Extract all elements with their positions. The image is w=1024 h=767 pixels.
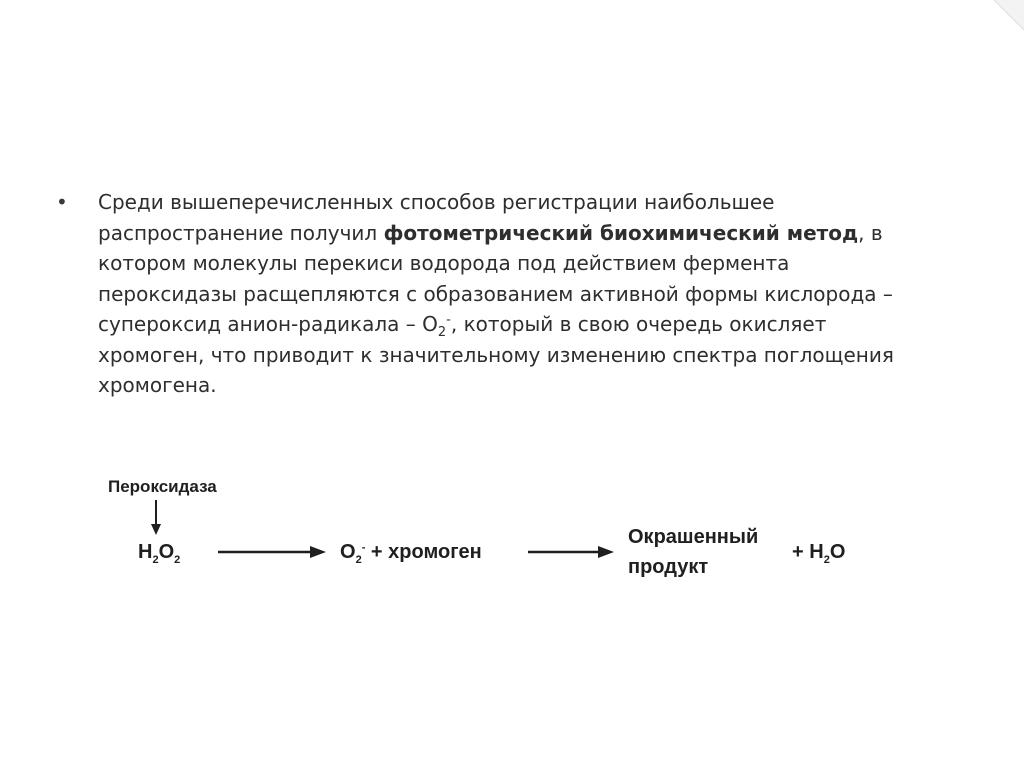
reactant-h2o2: [138, 541, 180, 564]
intermediate-superoxide-chromogen: [340, 541, 482, 564]
reactant-o: O: [158, 541, 175, 563]
reactant-sub-2: 2: [174, 554, 181, 566]
intermediate-sub: 2: [355, 554, 362, 566]
paragraph-superscript: -: [446, 312, 451, 328]
reactant-h: H: [138, 541, 153, 563]
product-line-1: Окрашенный: [628, 526, 759, 548]
reaction-arrow-2: [528, 546, 614, 558]
reaction-arrow-1: [218, 546, 326, 558]
water-h: + H: [792, 541, 824, 563]
paragraph-text-3: , который в свою очередь окисляет хромоген, что приводит к значительному изменению спектра поглощения хромогена.: [98, 312, 894, 397]
enzyme-down-arrow: [151, 500, 161, 535]
intermediate-sup: -: [361, 541, 366, 554]
enzyme-label: Пероксидаза: [108, 477, 217, 496]
water-product: [792, 541, 845, 564]
paragraph-subscript: 2: [437, 325, 447, 340]
intermediate-chromogen: + хромоген: [365, 541, 482, 563]
paragraph-text-2: , в котором молекулы перекиси водорода под действием фермента пероксидазы расщепляются с образованием активной формы кислорода – супероксид анион-радикала – О: [98, 220, 893, 336]
water-sub: 2: [823, 554, 830, 566]
reactant-sub-1: 2: [152, 554, 159, 566]
water-o: O: [829, 541, 846, 563]
product-line-2: продукт: [628, 556, 709, 578]
product-label: [628, 522, 758, 582]
bullet-marker: •: [56, 190, 68, 214]
paragraph-text-1: Среди вышеперечисленных способов регистрации наибольшее распространение получил: [98, 190, 775, 245]
intermediate-o: O: [340, 541, 356, 563]
paragraph-bold-method: фотометрический биохимический метод: [383, 220, 859, 245]
